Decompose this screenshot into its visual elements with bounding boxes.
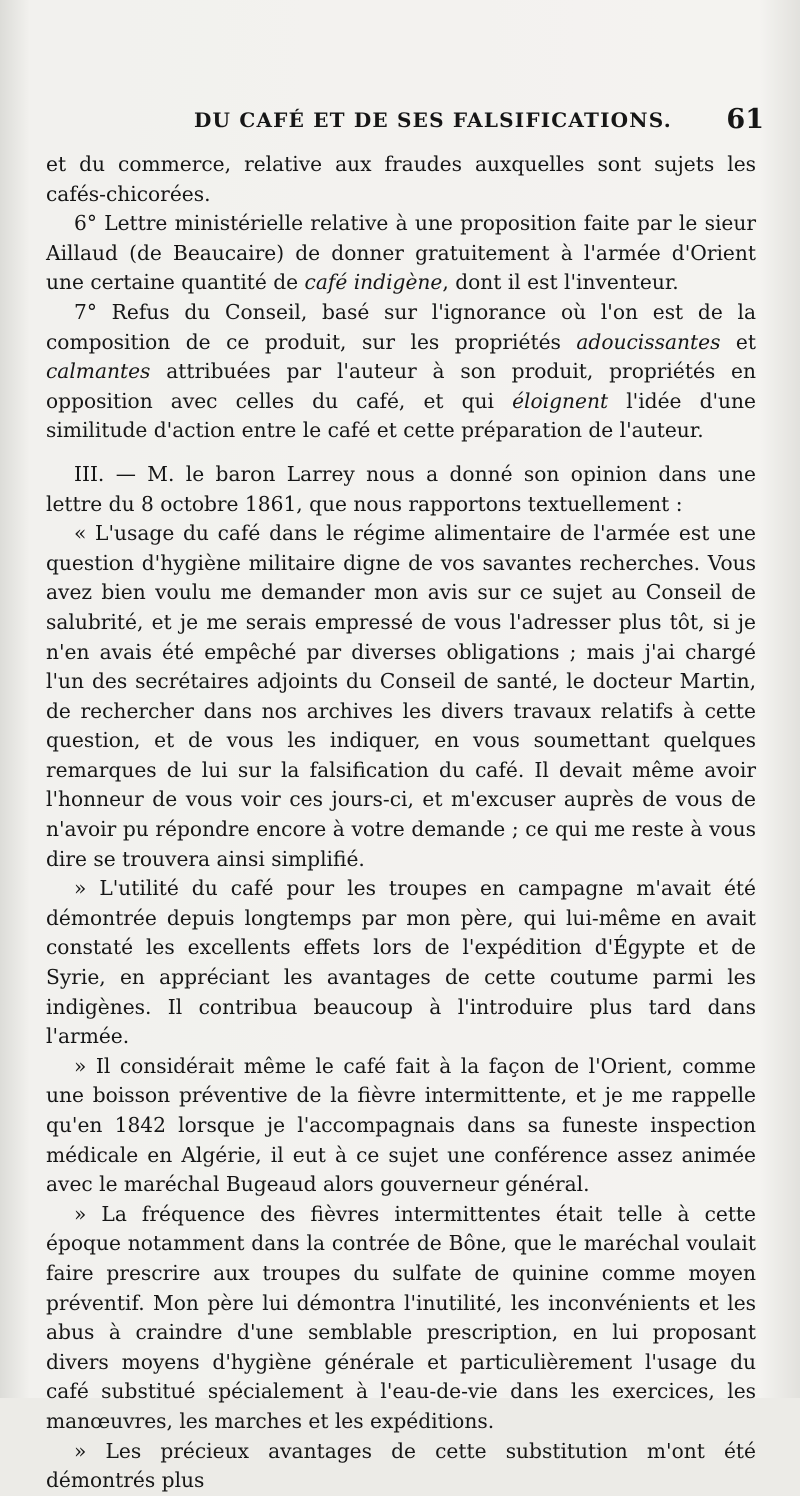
paragraph-quote-1 <box>46 519 756 874</box>
paragraph-section-iii <box>46 460 756 519</box>
italic-term: éloignent <box>512 388 609 413</box>
italic-term: café indigène <box>304 270 443 295</box>
body-text <box>46 150 756 1496</box>
running-title: DU CAFÉ ET DE SES FALSIFICATIONS. <box>194 108 672 132</box>
paragraph-item-7 <box>46 298 756 446</box>
paragraph-text: » La fréquence des fièvres intermittentes était telle à cette époque notamment dans la contrée de Bône, que le maréchal voulait faire prescrire aux troupes du sulfate de quinine comme moyen préventif. Mon père lui démontra l'inutilité, les inconvénients et les abus à craindre d'une semblable prescription, en lui proposant divers moyens d'hygiène générale et particulièrement l'usage du café substitué spécialement à l'eau-de-vie dans les exercices, les manœuvres, les marches et les expéditions. <box>46 1201 756 1433</box>
italic-term: adoucissantes <box>576 329 721 354</box>
paragraph-text: attribuées par l'auteur à son produit, propriétés en opposition avec celles du café, et qui <box>46 359 756 413</box>
paragraph-text: « L'usage du café dans le régime alimentaire de l'armée est une question d'hygiène militaire digne de vos savantes recherches. Vous avez bien voulu me demander mon avis sur ce sujet au Conseil de salubrité, et je me serais empressé de vous l'adresser plus tôt, si je n'en avais été empêché par diverses obligations ; mais j'ai chargé l'un des secrétaires adjoints du Conseil de santé, le docteur Martin, de rechercher dans nos archives les divers travaux relatifs à cette question, et de vous les indiquer, en vous soumettant quelques remarques de lui sur la falsification du café. Il devait même avoir l'honneur de vous voir ces jours-ci, et m'excuser auprès de vous de n'avoir pu répondre encore à votre demande ; ce qui me reste à vous dire se trouvera ainsi simplifié. <box>46 521 756 871</box>
paragraph-continuation <box>46 150 756 209</box>
paragraph-text: 6° Lettre ministérielle relative à une proposition faite par le sieur Aillaud (de Beaucaire) de donner gratuitement à l'armée d'Orient une certaine quantité de <box>46 211 756 295</box>
paragraph-text: , dont il est l'inventeur. <box>442 270 679 295</box>
paragraph-text: » Les précieux avantages de cette substitution m'ont été démontrés plus <box>46 1438 756 1493</box>
paragraph-item-6 <box>46 209 756 298</box>
paragraph-text: l'idée d'une similitude d'action entre le café et cette préparation de l'auteur. <box>46 388 756 443</box>
running-head <box>44 104 764 136</box>
paragraph-text: III. — M. le baron Larrey nous a donné son opinion dans une lettre du 8 octobre 1861, que nous rapportons textuellement : <box>46 461 756 516</box>
paragraph-text: 7° Refus du Conseil, basé sur l'ignorance où l'on est de la composition de ce produit, sur les propriétés <box>46 299 756 354</box>
page-number: 61 <box>726 104 764 135</box>
italic-term: calmantes <box>46 359 151 384</box>
paragraph-quote-4 <box>46 1200 756 1437</box>
paragraph-text: » Il considérait même le café fait à la façon de l'Orient, comme une boisson préventive de la fièvre intermittente, et je me rappelle qu'en 1842 lorsque je l'accompagnais dans sa funeste inspection médicale en Algérie, il eut à ce sujet une conférence assez animée avec le maréchal Bugeaud alors gouverneur général. <box>46 1053 756 1197</box>
paragraph-quote-5 <box>46 1437 756 1496</box>
paragraph-text: » L'utilité du café pour les troupes en campagne m'avait été démontrée depuis longtemps par mon père, qui lui-même en avait constaté les excellents effets lors de l'expédition d'Égypte et de Syrie, en appréciant les avantages de cette coutume parmi les indigènes. Il contribua beaucoup à l'introduire plus tard dans l'armée. <box>46 876 756 1049</box>
paragraph-quote-2 <box>46 874 756 1052</box>
paragraph-quote-3 <box>46 1052 756 1200</box>
paragraph-text: et du commerce, relative aux fraudes auxquelles sont sujets les cafés-chicorées. <box>46 152 756 206</box>
paragraph-text: et <box>720 329 756 354</box>
